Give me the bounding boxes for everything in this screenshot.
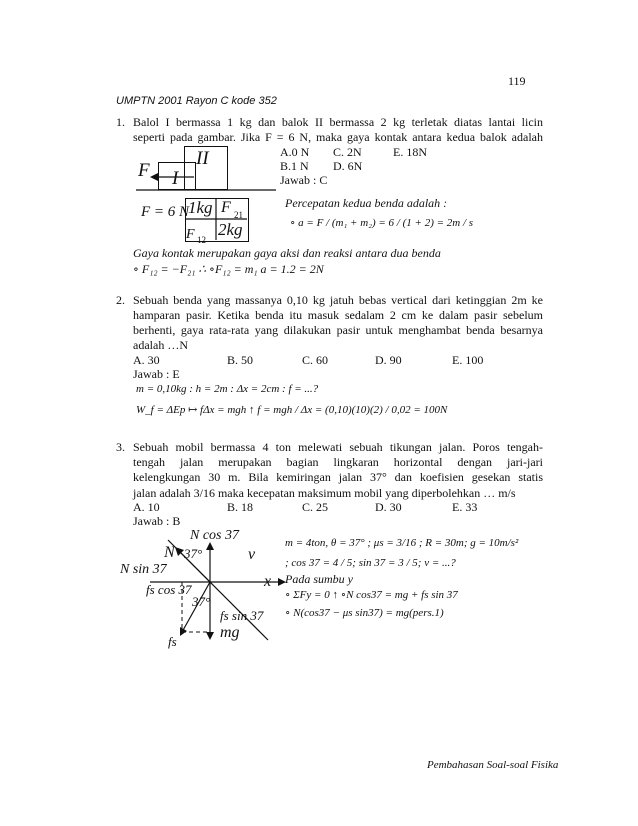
- p3-given-line-2: ; cos 37 = 4 / 5; sin 37 = 3 / 5; v = ...?: [285, 557, 456, 569]
- label-fs-cos-37: fs cos 37: [146, 582, 192, 597]
- p3-option-e: E. 33: [452, 500, 478, 514]
- p3-answer: Jawab : B: [133, 514, 181, 528]
- problem-1-number: 1.: [116, 115, 125, 129]
- p3-option-d: D. 30: [375, 500, 402, 514]
- problem-2-line-2: hamparan pasir. Ketika benda itu masuk sedalam 2 cm ke dalam pasir sebelum: [133, 308, 543, 322]
- p3-force-diagram: [120, 528, 290, 656]
- p3-given-line-1: m = 4ton, θ = 37° ; μs = 3/16 ; R = 30m; g = 10m/s²: [285, 537, 519, 549]
- label-n-cos-37: N cos 37: [190, 528, 239, 543]
- problem-2-line-1: Sebuah benda yang massanya 0,10 kg jatuh bebas vertical dari ketinggian 2m ke: [133, 293, 543, 307]
- problem-1-line-1: Balol I bermassa 1 kg dan balok II bermassa 2 kg terletak diatas lantai licin: [133, 115, 543, 129]
- label-n: N: [164, 544, 175, 561]
- p1-contact-title: Gaya kontak merupakan gaya aksi dan reaksi antara dua benda: [133, 246, 441, 260]
- p1-option-d: D. 6N: [333, 159, 363, 173]
- p2-option-d: D. 90: [375, 353, 402, 367]
- p1-option-e: E. 18N: [393, 145, 427, 159]
- p1-accel-formula: ∘ a = F / (m₁ + m₂) = 6 / (1 + 2) = 2m / s: [290, 217, 474, 229]
- mini-f12-sub: 12: [197, 235, 206, 245]
- mini-f21-sub: 21: [234, 210, 243, 220]
- p3-option-b: B. 18: [227, 500, 254, 514]
- problem-3-line-4: jalan adalah 3/16 maka kecepatan maksimum mobil yang diperbolehkan … m/s: [133, 486, 516, 500]
- p1-accel-title: Percepatan kedua benda adalah :: [285, 196, 448, 210]
- mini-f21: F: [221, 199, 231, 216]
- label-angle-bottom: 37°: [192, 594, 211, 609]
- p1-contact-formula: ∘ F₁₂ = −F₂₁ ∴ ∘F₁₂ = m₁ a = 1.2 = 2N: [133, 262, 324, 276]
- p2-answer: Jawab : E: [133, 367, 180, 381]
- block-ii-label: II: [196, 148, 209, 169]
- problem-3-line-1: Sebuah mobil bermassa 4 ton melewati sebuah tikungan jalan. Poros tengah-: [133, 440, 543, 454]
- problem-3-number: 3.: [116, 440, 125, 454]
- problem-2-number: 2.: [116, 293, 125, 307]
- label-v: v: [248, 546, 256, 563]
- p1-option-c: C. 2N: [333, 145, 362, 159]
- force-f-label: F: [138, 160, 150, 181]
- p1-given: F = 6 N: [141, 204, 190, 220]
- page-number: 119: [508, 74, 526, 88]
- p1-option-a: A.0 N: [280, 145, 310, 159]
- p2-work: W_f = ΔEp ↦ fΔx = mgh ↑ f = mgh / Δx = (0,10)(10)(2) / 0,02 = 100N: [136, 404, 448, 416]
- p2-option-a: A. 30: [133, 353, 160, 367]
- page-heading: UMPTN 2001 Rayon C kode 352: [116, 95, 277, 107]
- p1-option-b: B.1 N: [280, 159, 309, 173]
- mini-m1: 1kg: [188, 198, 213, 217]
- problem-1-figure: [136, 146, 276, 191]
- label-mg: mg: [220, 624, 240, 641]
- mini-f12: F: [186, 227, 195, 242]
- p2-given: m = 0,10kg : h = 2m : Δx = 2cm : f = ...?: [136, 383, 319, 395]
- problem-2-line-4: adalah …N: [133, 338, 188, 352]
- p3-axis-title: Pada sumbu y: [285, 572, 353, 586]
- p2-option-b: B. 50: [227, 353, 254, 367]
- p3-equation-2: ∘ N(cos37 − μs sin37) = mg(pers.1): [285, 607, 444, 619]
- mini-m2: 2kg: [218, 220, 243, 239]
- problem-3-line-2: tengah jalan merupakan bagian lingkaran horizontal dengan jari-jari: [133, 455, 543, 469]
- p1-free-body-figure: [185, 196, 255, 244]
- page-footer: Pembahasan Soal-soal Fisika: [427, 759, 559, 771]
- problem-3-line-3: kelengkungan 30 m. Bila kemiringan jalan 37° dan koefisien gesekan statis: [133, 470, 543, 484]
- label-fs-sin-37: fs sin 37: [220, 608, 264, 623]
- p1-answer: Jawab : C: [280, 173, 328, 187]
- label-x: x: [264, 573, 272, 590]
- p2-option-e: E. 100: [452, 353, 484, 367]
- label-fs: fs: [168, 634, 177, 649]
- problem-1-line-2: seperti pada gambar. Jika F = 6 N, maka gaya kontak antara kedua balok adalah: [133, 130, 543, 144]
- p3-option-a: A. 10: [133, 500, 160, 514]
- label-angle-top: 37°: [184, 546, 203, 561]
- block-i-label: I: [172, 168, 179, 189]
- p3-equation-1: ∘ ΣFy = 0 ↑ ∘N cos37 = mg + fs sin 37: [285, 589, 458, 601]
- problem-2-line-3: berhenti, gaya rata-rata yang dilakukan pasir untuk menghambat benda besarnya: [133, 323, 543, 337]
- p3-option-c: C. 25: [302, 500, 329, 514]
- p2-option-c: C. 60: [302, 353, 329, 367]
- label-n-sin-37: N sin 37: [120, 562, 167, 577]
